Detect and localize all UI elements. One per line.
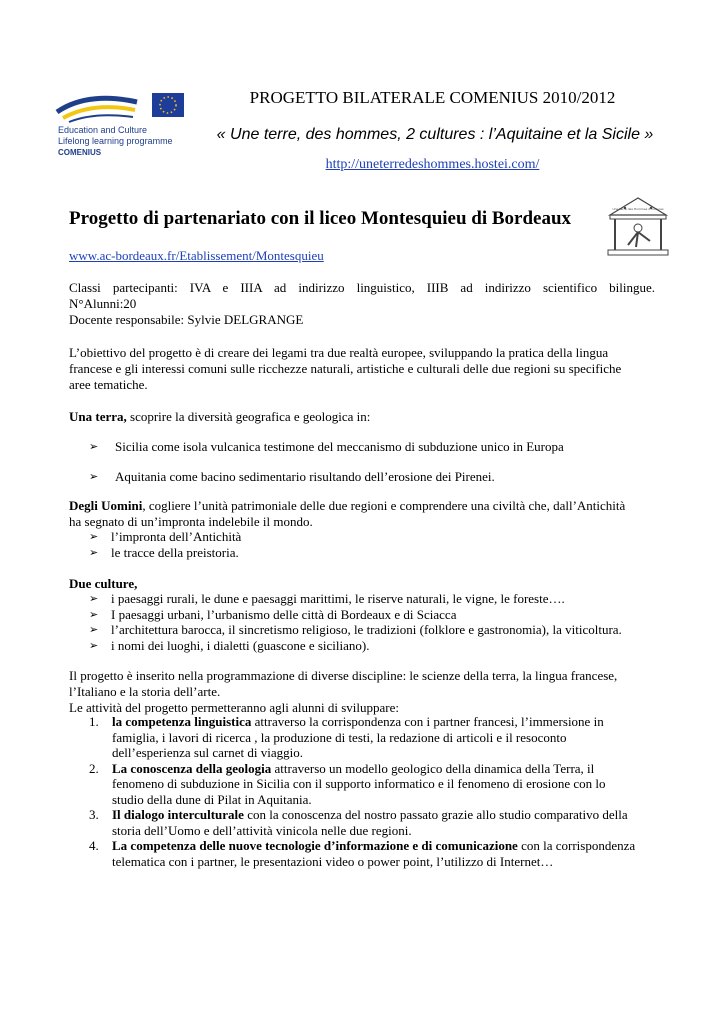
programma-paragraph — [69, 668, 655, 716]
terra-bold: Una terra, — [69, 409, 127, 424]
list-item — [89, 638, 659, 654]
uomini-paragraph — [69, 498, 655, 530]
students-count: N°Alunni:20 — [69, 296, 137, 311]
numbered-item — [89, 807, 659, 838]
list-item-text: l’impronta dell’Antichità — [111, 529, 242, 544]
item-number: 2. — [89, 760, 99, 776]
list-item-text: l’architettura barocca, il sincretismo religioso, le tradizioni (folklore e gastronomia), la viticoltura. — [111, 622, 622, 637]
item-number: 4. — [89, 838, 99, 853]
project-subtitle: « Une terre, des hommes, 2 cultures : l’Aquitaine et la Sicile » — [216, 126, 654, 143]
terra-heading — [69, 409, 655, 425]
project-website-link[interactable]: http://uneterredeshommes.hostei.com/ — [325, 157, 540, 172]
numbered-item — [89, 761, 659, 808]
eu-logo-graphic — [55, 90, 195, 124]
list-item-text: i nomi dei luoghi, i dialetti (guascone e siciliano). — [111, 637, 370, 653]
list-item — [89, 622, 659, 638]
item-rest: attraverso un modello geologico della dinamica della Terra, il — [271, 760, 595, 776]
uomini-line2: ha segnato di un’impronta indelebile il mondo. — [69, 514, 313, 529]
item-rest: con la conoscenza del nostro passato grazie allo studio comparativo della — [243, 807, 628, 822]
logo-text-line3: COMENIUS — [58, 148, 102, 157]
item-number: 3. — [89, 807, 99, 822]
programma-line: l’Italiano e la storia dell’arte. — [69, 684, 221, 699]
list-item — [89, 591, 659, 607]
project-emblem — [606, 195, 670, 257]
programma-line: Le attività del progetto permetteranno agli alunni di sviluppare: — [69, 700, 399, 715]
participants-info — [69, 280, 655, 328]
arrow-bullet-icon: ➢ — [89, 440, 99, 453]
list-item-text: Aquitania come bacino sedimentario risultando dell’erosione dei Pirenei. — [115, 469, 495, 484]
item-bold: la competenza linguistica — [112, 714, 252, 729]
item-bold: La competenza delle nuove tecnologie d’informazione e di comunicazione — [112, 838, 518, 853]
eu-comenius-logo — [55, 90, 195, 165]
school-website-link[interactable]: www.ac-bordeaux.fr/Etablissement/Montesquieu — [69, 248, 324, 263]
intro-paragraph — [69, 345, 655, 393]
project-title: PROGETTO BILATERALE COMENIUS 2010/2012 — [249, 88, 616, 107]
classes-line: Classi partecipanti: IVA e IIIA ad indirizzo linguistico, IIIB ad indirizzo scientifico bilingue. — [69, 280, 655, 295]
item-line: dell’esperienza sul carnet di viaggio. — [112, 745, 303, 760]
item-bold: La conoscenza della geologia — [112, 760, 272, 776]
arrow-bullet-icon: ➢ — [89, 530, 99, 543]
uomini-rest: , cogliere l’unità patrimoniale delle due regioni e comprendere una civiltà che, dall’Antichità — [142, 498, 626, 513]
terra-list — [89, 439, 659, 455]
intro-line: L’obiettivo del progetto è di creare dei legami tra due realtà europee, sviluppando la pratica della lingua — [69, 345, 609, 360]
culture-bold: Due culture, — [69, 576, 138, 591]
numbered-item — [89, 714, 659, 761]
list-item-text: i paesaggi rurali, le dune e paesaggi marittimi, le riserve naturali, le vigne, le foreste…. — [111, 591, 565, 606]
item-rest: attraverso la corrispondenza con i partner francesi, l’immersione in — [251, 714, 604, 729]
culture-heading — [69, 576, 655, 592]
arrow-bullet-icon: ➢ — [89, 592, 99, 605]
arrow-bullet-icon: ➢ — [89, 638, 99, 652]
item-line: studio della dune di Pilat in Aquitania. — [112, 791, 312, 807]
list-item — [89, 469, 659, 485]
list-item-text: Sicilia come isola vulcanica testimone del meccanismo di subduzione unico in Europa — [115, 439, 564, 454]
terra-list — [89, 469, 659, 485]
terra-rest: scoprire la diversità geografica e geologica in: — [126, 409, 371, 424]
uomini-list — [89, 529, 659, 560]
list-item-text: I paesaggi urbani, l’urbanismo delle città di Bordeaux e di Sciacca — [111, 606, 457, 622]
list-item-text: le tracce della preistoria. — [111, 544, 239, 560]
uomini-bold: Degli Uomini — [69, 498, 143, 513]
logo-text-line2: Lifelong learning programme — [58, 136, 173, 146]
list-item — [89, 529, 659, 545]
arrow-bullet-icon: ➢ — [89, 545, 99, 559]
arrow-bullet-icon: ➢ — [89, 607, 99, 621]
item-number: 1. — [89, 714, 99, 729]
item-line: fenomeno di subduzione in Sicilia con il supporto informatico e il fenomeno di erosione con lo — [112, 776, 606, 791]
arrow-bullet-icon: ➢ — [89, 470, 99, 483]
arrow-bullet-icon: ➢ — [89, 623, 99, 636]
list-item — [89, 439, 659, 455]
item-bold: Il dialogo interculturale — [112, 807, 244, 822]
teacher-line: Docente responsabile: Sylvie DELGRANGE — [69, 312, 304, 327]
competenze-list — [89, 714, 659, 869]
numbered-item — [89, 838, 659, 869]
page-title: Progetto di partenariato con il liceo Montesquieu di Bordeaux — [69, 208, 572, 229]
emblem-text: Une Terre des Hommes 2 Cultures — [612, 207, 664, 211]
logo-text-line1: Education and Culture — [58, 125, 148, 135]
intro-line: francese e gli interessi comuni sulle ricchezze naturali, artistiche e culturali delle due regioni su specifiche — [69, 361, 622, 376]
item-line: famiglia, i lavori di ricerca , la produzione di testi, la redazione di articoli e il resoconto — [112, 729, 567, 745]
item-rest: con la corrispondenza — [517, 838, 636, 853]
item-line: storia dell’Uomo e dell’attività vinicola nelle due regioni. — [112, 822, 412, 838]
list-item — [89, 607, 659, 623]
programma-line: Il progetto è inserito nella programmazione di diverse discipline: le scienze della terra, la lingua francese, — [69, 668, 618, 683]
item-line: telematica con i partner, le presentazioni video o power point, l’utilizzo di Internet… — [112, 853, 554, 869]
culture-list — [89, 591, 659, 653]
intro-line: aree tematiche. — [69, 377, 148, 392]
list-item — [89, 545, 659, 561]
